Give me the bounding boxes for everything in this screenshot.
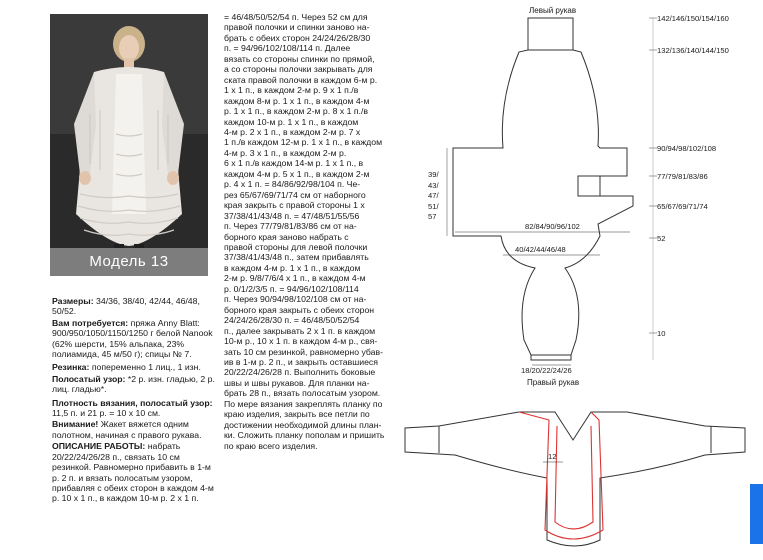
text-line: п. Через 77/79/81/83/86 см от на- [224, 221, 357, 232]
sizes-label: Размеры: [52, 296, 94, 306]
text-line: = 46/48/50/52/54 п. Через 52 см для [224, 12, 368, 22]
text-line: 1 п./в каждом 12-м р. 1 х 1 п., в каждом [224, 137, 383, 148]
text-line: п., далее закрывать 2 х 1 п. в каждом [224, 325, 376, 336]
text-line: ив в 1-м р. 2 п., и закрыть оставшиеся [224, 356, 378, 367]
text-line: брать с обеих сторон 24/24/26/28/30 [224, 32, 371, 43]
text-line: борного края заново набрать с [224, 231, 349, 242]
model-illustration [50, 14, 208, 276]
attention-value: Жакет вяжется одним полотном, начиная с правого рукава. [52, 419, 202, 440]
text-line: а со стороны полочки закрывать для [224, 64, 373, 75]
text-line: каждом 10-м р. 1 х 1 п., в каждом [224, 116, 359, 127]
stripe-paragraph [52, 374, 217, 395]
dim-label-52: 52 [657, 234, 666, 243]
rib-label: Резинка: [52, 362, 90, 373]
dim-label-height [428, 170, 439, 223]
text-line: 10-м р., 10 х 1 п. в каждом 4-м р., свя- [224, 336, 378, 347]
text-line: р. 1 х 1 п., в каждом 2-м р. 8 х 1 п./в [224, 106, 368, 117]
jacket-outline [405, 412, 745, 546]
text-line: ки. Сложить планку пополам и пришить [224, 430, 385, 441]
attention-paragraph [52, 419, 217, 440]
text-line: правой полочки и спинки заново на- [224, 22, 370, 33]
text-line: каждом 4-м р. 5 х 1 п., в каждом 2-м [224, 168, 370, 179]
dim-label-10: 10 [657, 329, 666, 338]
height-part: 57 [428, 212, 437, 221]
text-line: 4-м р. 3 х 1 п., в каждом 2-м р. [224, 147, 347, 158]
text-line: п. Через 90/94/98/102/108 см от на- [224, 294, 367, 305]
text-line: борного края закрыть с обеих сторон [224, 304, 375, 315]
model-caption: Модель 13 [50, 248, 208, 276]
garment-outline [453, 18, 633, 360]
text-line: правой стороны для левой полочки [224, 241, 368, 252]
text-line: вязать со стороны спинки по прямой, [224, 53, 375, 64]
needs-value: пряжа Anny Blatt: 900/950/1050/1150/1250 г белой Nanook (62% шерсти, 15% альпака, 23% полиамида, 45 м/50 г); спицы № 7. [52, 317, 213, 360]
height-part: 39/ [428, 170, 439, 179]
text-line: п. = 94/96/102/108/114 п. Далее [224, 43, 351, 54]
dim-label-mid2: 77/79/81/83/86 [657, 172, 708, 181]
dim-label-mid3: 65/67/69/71/74 [657, 202, 708, 211]
height-part: 43/ [428, 180, 439, 190]
work-label: ОПИСАНИЕ РАБОТЫ: [52, 441, 146, 452]
model-photo [50, 14, 208, 276]
text-line: ската правой полочки в каждом 6-м р. [224, 74, 378, 85]
sizes-paragraph [52, 296, 217, 317]
text-line: зать 10 см резинкой, равномерно убав- [224, 346, 384, 357]
dim-label-cuff: 18/20/22/24/26 [521, 366, 572, 375]
text-line: 1 х 1 п., в каждом 2-м р. 9 х 1 п./в [224, 85, 359, 96]
text-line: 2-м р. 9/8/7/6/4 х 1 п., в каждом 4-м [224, 273, 366, 284]
attention-label: Внимание! [52, 419, 99, 430]
dim-label-mid1: 90/94/98/102/108 [657, 144, 717, 153]
dim-label-top: 142/146/150/154/160 [657, 14, 729, 23]
text-line: 4-м р. 2 х 1 п., в каждом 2-м р. 7 х [224, 126, 361, 137]
text-line: швы и швы рукавов. Для планки на- [224, 377, 370, 388]
text-line: 20/22/24/26/28 п. Выполнить боковые [224, 367, 376, 378]
text-line: по краю всего изделия. [224, 440, 318, 451]
height-part: 47/ [428, 191, 439, 200]
height-part: 51/ [428, 201, 439, 211]
rib-paragraph [52, 362, 217, 372]
text-line: достижении необходимой длины план- [224, 419, 382, 430]
text-line: По мере вязания закреплять планку по [224, 398, 383, 409]
pattern-drawing [395, 0, 763, 560]
text-line: 37/38/41/43/48 п. = 47/48/51/55/56 [224, 210, 360, 221]
density-paragraph [52, 398, 217, 419]
text-line: в каждом 4-м р. 1 х 1 п., в каждом [224, 262, 361, 273]
density-value: 11,5 п. и 21 р. = 10 х 10 см. [52, 408, 161, 419]
rib-value: попеременно 1 лиц., 1 изн. [91, 362, 201, 373]
band-outline-outer [545, 412, 603, 539]
middle-text-column [224, 12, 388, 451]
dim-label-upper: 132/136/140/144/150 [657, 46, 729, 55]
dim-label-width-mid: 40/42/44/46/48 [515, 245, 566, 254]
text-line: краю изделия, закрыть все петли по [224, 409, 370, 420]
dim-label-band: 12 [548, 452, 557, 461]
text-line: 24/24/26/28/30 п. = 46/48/50/52/54 [224, 315, 360, 326]
left-text-column [52, 296, 217, 505]
sizes-value: 34/36, 38/40, 42/44, 46/48, 50/52. [52, 296, 200, 317]
density-label: Плотность вязания, полосатый узор: [52, 397, 213, 408]
needs-label: Вам потребуется: [52, 317, 129, 328]
stripe-value: *2 р. изн. гладью, 2 р. лиц. гладью*. [52, 373, 215, 395]
band-outline-inner [555, 426, 593, 529]
text-line: края закрыть с правой стороны 1 х [224, 200, 365, 211]
dim-label-width-top: 82/84/90/96/102 [525, 222, 580, 231]
needs-paragraph [52, 318, 217, 360]
text-line: брать 28 п., вязать полосатым узором. [224, 388, 381, 399]
work-paragraph [52, 441, 217, 503]
text-line: 37/38/41/43/48 п., затем прибавлять [224, 252, 369, 263]
text-line: 6 х 1 п./в каждом 14-м р. 1 х 1 п., в [224, 158, 364, 169]
stripe-label: Полосатый узор: [52, 373, 126, 384]
side-tab[interactable] [750, 484, 763, 544]
work-value: набрать 20/22/24/26/28 п., связать 10 см резинкой. Равномерно прибавить в 1-м р. 2 п. и вязать полосатым узором, прибавляя с обеих сторон в каждом 4-м р. 10 х 1 п., в каждом 10-м р. 2 х 1 п. [52, 441, 214, 504]
pattern-diagram [395, 0, 763, 560]
right-sleeve-title: Правый рукав [527, 378, 580, 387]
left-sleeve-title: Левый рукав [529, 6, 577, 15]
text-line: р. 0/1/2/3/5 п. = 94/96/102/108/114 [224, 283, 359, 294]
text-line: р. 4 х 1 п. = 84/86/92/98/104 п. Че- [224, 179, 361, 190]
text-line: каждом 8-м р. 1 х 1 п., в каждом 4-м [224, 95, 370, 106]
text-line: рез 65/67/69/71/74 см от наборного [224, 189, 366, 200]
